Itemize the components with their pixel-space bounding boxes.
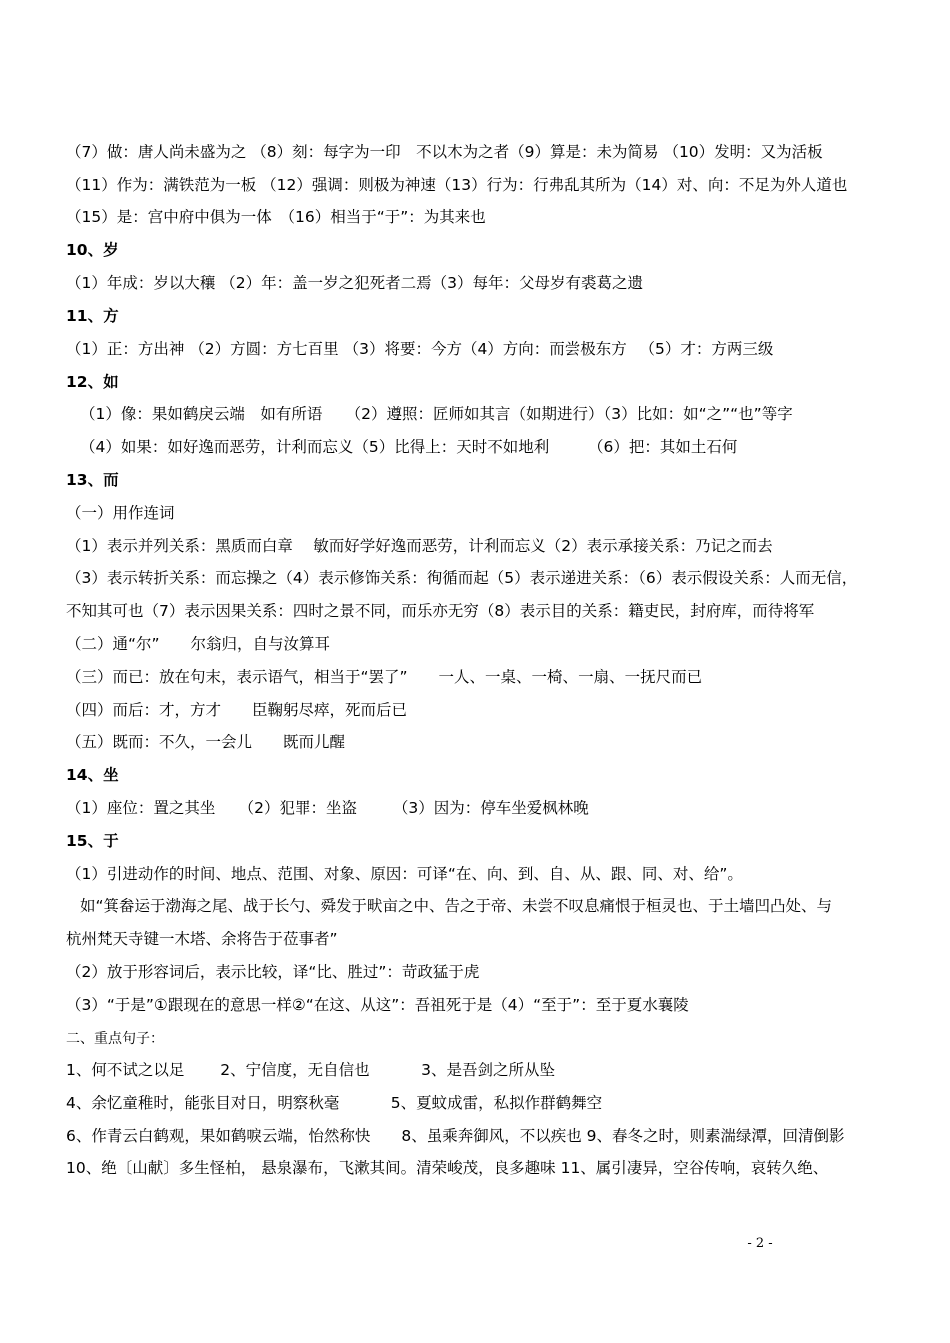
text-line-12: （一）用作连词 <box>66 504 175 522</box>
text-line-10: （4）如果：如好逸而恶劳，计利而忘义（5）比得上：天时不如地利 （6）把：其如土石何 <box>80 438 738 456</box>
text-line-3: （15）是：宫中府中俱为一体 （16）相当于“于”：为其来也 <box>66 208 486 226</box>
text-line-18: （四）而后：才，方才 臣鞠躬尽瘁，死而后已 <box>66 701 408 719</box>
text-line-23: （1）引进动作的时间、地点、范围、对象、原因：可译“在、向、到、自、从、跟、同、对、给”。 <box>66 865 743 883</box>
section-heading-11: 11、方 <box>66 307 119 325</box>
section-heading-14: 14、坐 <box>66 766 119 784</box>
text-line-13: （1）表示并列关系：黑质而白章 敏而好学好逸而恶劳，计利而忘义（2）表示承接关系：乃记之而去 <box>66 537 773 555</box>
text-line-17: （三）而已：放在句末，表示语气，相当于“罢了” 一人、一桌、一椅、一扇、一抚尺而已 <box>66 668 703 686</box>
text-line-14: （3）表示转折关系：而忘操之（4）表示修饰关系：徇循而起（5）表示递进关系：（6）表示假设关系：人而无信， <box>66 569 858 587</box>
text-line-24: 如“箕畚运于渤海之尾、战于长勺、舜发于畎亩之中、告之于帝、未尝不叹息痛恨于桓灵也、于土墙凹凸处、与 <box>80 897 833 915</box>
text-line-25: 杭州梵天寺键一木塔、余将告于莅事者” <box>66 930 338 948</box>
section-heading-key-sentences: 二、重点句子： <box>66 1031 164 1047</box>
section-heading-13: 13、而 <box>66 471 119 489</box>
text-line-31: 6、作青云白鹤观，果如鹤唳云端，怡然称快 8、虽乘奔御风，不以疾也 9、春冬之时，则素湍绿潭，回清倒影 <box>66 1127 845 1145</box>
text-line-1: （7）做：唐人尚未盛为之 （8）刻：每字为一印 不以木为之者（9）算是：未为简易 （10）发明：又为活板 <box>66 143 823 161</box>
text-line-15: 不知其可也（7）表示因果关系：四时之景不同，而乐亦无穷（8）表示目的关系：籍吏民，封府库，而待将军 <box>66 602 815 620</box>
text-line-21: （1）座位：置之其坐 （2）犯罪：坐盗 （3）因为：停车坐爱枫林晚 <box>66 799 589 817</box>
text-line-19: （五）既而：不久，一会儿 既而儿醒 <box>66 733 346 751</box>
section-heading-15: 15、于 <box>66 832 119 850</box>
text-line-26: （2）放于形容词后，表示比较，译“比、胜过”：苛政猛于虎 <box>66 963 480 981</box>
section-heading-12: 12、如 <box>66 373 119 391</box>
page-number: - 2 - <box>747 1236 773 1251</box>
text-line-7: （1）正：方出神 （2）方圆：方七百里 （3）将要：今方（4）方向：而尝极东方 （5）才：方两三级 <box>66 340 774 358</box>
text-line-5: （1）年成：岁以大穰 （2）年：盖一岁之犯死者二焉（3）每年：父母岁有裘葛之遗 <box>66 274 644 292</box>
text-line-9: （1）像：果如鹤戾云端 如有所语 （2）遵照：匠师如其言（如期进行）（3）比如：如“之”“也”等字 <box>80 405 793 423</box>
text-line-32: 10、绝〔山献〕多生怪柏， 悬泉瀑布，飞漱其间。清荣峻茂，良多趣味 11、属引凄异，空谷传响，哀转久绝、 <box>66 1159 829 1177</box>
text-line-16: （二）通“尔” 尔翁归，自与汝算耳 <box>66 635 331 653</box>
text-line-29: 1、何不试之以足 2、宁信度，无自信也 3、是吾剑之所从坠 <box>66 1061 555 1079</box>
text-line-2: （11）作为：满铁范为一板 （12）强调：则极为神速（13）行为：行弗乱其所为（14）对、向：不足为外人道也 <box>66 176 848 194</box>
text-line-30: 4、余忆童稚时，能张目对日，明察秋毫 5、夏蚊成雷，私拟作群鹤舞空 <box>66 1094 603 1112</box>
text-line-27: （3）“于是”①跟现在的意思一样②“在这、从这”：吾祖死于是（4）“至于”：至于夏水襄陵 <box>66 996 689 1014</box>
section-heading-10: 10、岁 <box>66 241 119 259</box>
